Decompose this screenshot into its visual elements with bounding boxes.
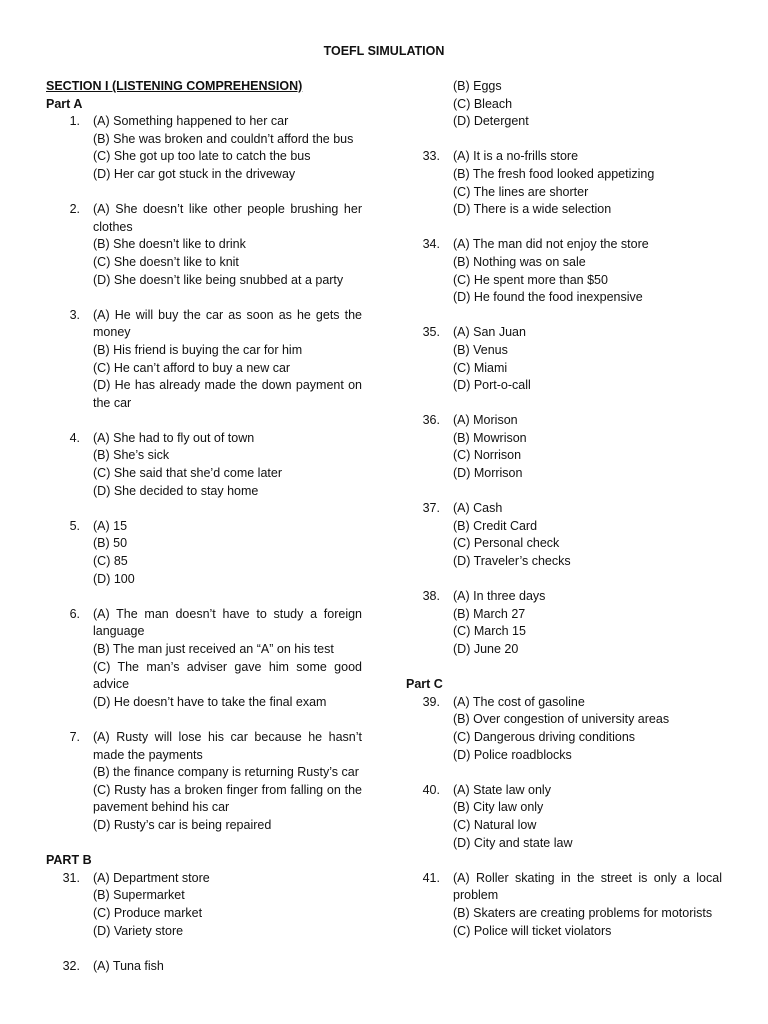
question-option: (D) He has already made the down payment on the car: [93, 378, 362, 410]
question-option: [46, 201, 362, 236]
question-option: (D) Morrison: [453, 466, 523, 481]
option-text: (A) She had to fly out of town: [93, 430, 255, 445]
question-option: [406, 782, 722, 800]
option-text: (A) The man doesn’t have to study a foreign language: [93, 606, 362, 639]
question-option: (D) She doesn’t like being snubbed at a party: [93, 272, 344, 287]
question-option: [406, 236, 722, 254]
question-option: (B) She was broken and couldn’t afford the bus: [93, 131, 354, 146]
question-number: 6.: [69, 606, 80, 621]
question-option: (B) Mowrison: [453, 430, 527, 445]
question-option: (B) She’s sick: [93, 448, 170, 463]
option-text: (A) It is a no-frills store: [453, 149, 579, 164]
question-item: [46, 430, 362, 500]
part-a-questions: [46, 113, 362, 834]
question-option: (B) She doesn’t like to drink: [93, 237, 246, 252]
question-number: 37.: [422, 501, 440, 516]
option-text: (A) 15: [93, 518, 128, 533]
part-a-label: Part A: [46, 96, 83, 111]
option-text: (A) He will buy the car as soon as he gets the money: [93, 307, 362, 340]
question-option: (D) Port-o-call: [453, 378, 531, 393]
question-item: [406, 500, 722, 570]
question-number: 41.: [422, 870, 440, 885]
question-option: (B) 50: [93, 536, 128, 551]
question-option: (C) March 15: [453, 624, 526, 639]
question-item: [406, 588, 722, 658]
option-text: (A) Tuna fish: [93, 958, 164, 973]
question-option: (D) Her car got stuck in the driveway: [93, 166, 296, 181]
question-option: (B) City law only: [453, 800, 544, 815]
question-number: 7.: [69, 729, 80, 744]
question-item: [406, 148, 722, 218]
question-option: (C) 85: [93, 554, 128, 569]
question-option: [406, 694, 722, 712]
question-option: (B) The fresh food looked appetizing: [453, 166, 655, 181]
option-text: (A) In three days: [453, 589, 546, 604]
question-option: (B) the finance company is returning Rusty’s car: [93, 765, 359, 780]
question-option: (C) He can’t afford to buy a new car: [93, 360, 291, 375]
left-column: [46, 78, 362, 993]
question-number: 32.: [62, 958, 80, 973]
question-option: (D) Police roadblocks: [453, 747, 572, 762]
question-item: [46, 307, 362, 413]
question-option: (D) She decided to stay home: [93, 483, 259, 498]
question-option: (D) Detergent: [453, 114, 529, 129]
option-text: (A) Department store: [93, 870, 210, 885]
question-number: 33.: [422, 149, 440, 164]
question-option: (B) Skaters are creating problems for motorists: [453, 905, 713, 920]
question-number: 38.: [422, 589, 440, 604]
question-option: [406, 324, 722, 342]
question-option: [46, 729, 362, 764]
question-option: (C) Miami: [453, 360, 508, 375]
right-column: [406, 78, 722, 958]
question-option: [406, 588, 722, 606]
option-text: (A) Cash: [453, 501, 503, 516]
question-option: (D) Variety store: [93, 923, 184, 938]
option-text: (A) The cost of gasoline: [453, 694, 585, 709]
question-number: 31.: [62, 870, 80, 885]
question-option: (D) He found the food inexpensive: [453, 290, 643, 305]
question-item: [46, 870, 362, 940]
question-option: (B) March 27: [453, 606, 526, 621]
question-option: (B) Over congestion of university areas: [453, 712, 670, 727]
question-option: [406, 870, 722, 905]
question-number: 34.: [422, 237, 440, 252]
question-option: (D) City and state law: [453, 835, 573, 850]
question-option: (C) She got up too late to catch the bus: [93, 149, 311, 164]
question-option: (C) Rusty has a broken finger from falling on the pavement behind his car: [93, 782, 362, 815]
option-text: (A) Roller skating in the street is only a local problem: [453, 870, 722, 903]
question-option: (C) Dangerous driving conditions: [453, 729, 636, 744]
question-option: [46, 113, 362, 131]
part-b-label: PART B: [46, 853, 92, 868]
question-item: [406, 324, 722, 394]
question-option: [46, 518, 362, 536]
question-option: (B) His friend is buying the car for him: [93, 342, 303, 357]
question-option: (C) The lines are shorter: [453, 184, 589, 199]
question-option: (C) She said that she’d come later: [93, 466, 282, 481]
question-option: (B) Eggs: [453, 79, 502, 93]
option-text: (A) She doesn’t like other people brushing her clothes: [93, 202, 362, 234]
question-number: 40.: [422, 782, 440, 797]
question-option: [46, 307, 362, 342]
question-number: 3.: [69, 307, 80, 322]
question-option: (C) She doesn’t like to knit: [93, 254, 239, 269]
question-item: [406, 782, 722, 852]
part-b-questions: [46, 870, 362, 976]
question-item: [406, 870, 722, 940]
option-text: (A) Rusty will lose his car because he hasn’t made the payments: [93, 729, 362, 762]
question-item: [46, 518, 362, 588]
question-item: [406, 412, 722, 482]
question-option: (C) Norrison: [453, 448, 522, 463]
question-item: [46, 201, 362, 289]
question-option: (D) He doesn’t have to take the final exam: [93, 694, 327, 709]
question-option: [406, 500, 722, 518]
section-title: SECTION I (LISTENING COMPREHENSION): [46, 79, 303, 93]
question-option: [46, 606, 362, 641]
question-option: [46, 958, 362, 976]
question-option: [46, 870, 362, 888]
question-option: (C) He spent more than $50: [453, 272, 608, 287]
continued-question: [406, 78, 722, 131]
question-item: [46, 729, 362, 835]
question-option: [46, 430, 362, 448]
question-option: [406, 148, 722, 166]
question-option: (B) Credit Card: [453, 518, 538, 533]
option-text: (A) The man did not enjoy the store: [453, 237, 649, 252]
question-option: (C) Personal check: [453, 536, 560, 551]
question-number: 5.: [69, 518, 80, 533]
question-option: (B) Nothing was on sale: [453, 254, 586, 269]
question-number: 4.: [69, 430, 80, 445]
option-text: (A) Something happened to her car: [93, 114, 289, 129]
page-title: TOEFL SIMULATION: [323, 44, 445, 58]
question-option: (B) Supermarket: [93, 888, 185, 903]
question-item: [406, 236, 722, 306]
question-option: (D) 100: [93, 571, 135, 586]
question-option: (D) There is a wide selection: [453, 202, 612, 217]
question-option: (B) Venus: [453, 342, 508, 357]
part-b-continued-questions: [406, 148, 722, 658]
part-c-label: Part C: [406, 677, 443, 692]
question-item: [406, 694, 722, 764]
question-option: (C) Bleach: [453, 96, 513, 111]
question-option: (D) Traveler’s checks: [453, 554, 571, 569]
question-option: (C) The man’s adviser gave him some good advice: [93, 659, 362, 692]
question-number: 36.: [422, 413, 440, 428]
question-option: [406, 412, 722, 430]
option-text: (A) San Juan: [453, 325, 526, 340]
question-item: [46, 958, 362, 976]
question-number: 1.: [69, 114, 80, 129]
question-number: 35.: [422, 325, 440, 340]
question-item: [46, 113, 362, 183]
question-number: 39.: [422, 694, 440, 709]
question-item: [46, 606, 362, 712]
question-option: (D) Rusty’s car is being repaired: [93, 817, 272, 832]
option-text: (A) Morison: [453, 413, 518, 428]
option-text: (A) State law only: [453, 782, 551, 797]
question-option: (B) The man just received an “A” on his test: [93, 642, 334, 656]
question-number: 2.: [69, 202, 80, 217]
question-option: (D) June 20: [453, 642, 519, 656]
question-option: (C) Natural low: [453, 817, 537, 832]
part-c-questions: [406, 694, 722, 940]
question-option: (C) Produce market: [93, 905, 203, 920]
question-option: (C) Police will ticket violators: [453, 923, 612, 938]
